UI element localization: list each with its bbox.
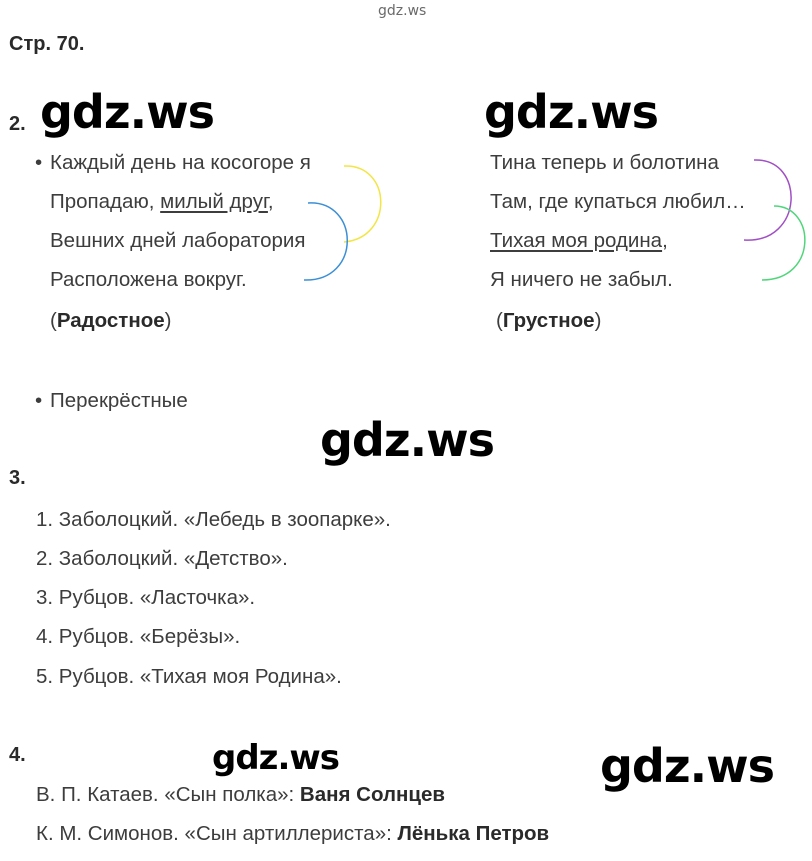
work-title: В. П. Катаев. «Сын полка»: — [36, 783, 300, 806]
watermark-top: gdz.ws — [378, 3, 427, 19]
list-item: 2. Заболоцкий. «Детство». — [36, 547, 288, 570]
left-poem-line-2-tail: , — [267, 190, 274, 213]
rhyme-arc-purple — [744, 160, 791, 240]
underlined-phrase: Тихая моя родина — [490, 229, 663, 252]
rhyme-arc-blue — [304, 203, 347, 280]
paren-open: ( — [496, 309, 503, 332]
left-poem-line-4: Расположена вокруг. — [50, 268, 247, 291]
rhyme-type: Перекрёстные — [50, 389, 188, 412]
page-reference: Стр. 70. — [9, 33, 85, 55]
right-poem-line-3-tail: , — [662, 229, 668, 252]
right-poem-line-1: Тина теперь и болотина — [490, 151, 719, 174]
rhyme-arc-yellow — [344, 166, 381, 242]
watermark: gdz.ws — [212, 738, 340, 778]
left-poem-line-1: Каждый день на косогоре я — [50, 151, 311, 174]
paren-close: ) — [594, 309, 602, 332]
work-title: К. М. Симонов. «Сын артиллериста»: — [36, 822, 398, 845]
task-3-number: 3. — [9, 467, 26, 489]
watermark: gdz.ws — [320, 413, 494, 467]
watermark: gdz.ws — [40, 85, 214, 139]
list-item: 1. Заболоцкий. «Лебедь в зоопарке». — [36, 508, 391, 531]
paren-open: ( — [50, 309, 57, 332]
task-2-number: 2. — [9, 113, 26, 135]
list-item: 3. Рубцов. «Ласточка». — [36, 586, 256, 609]
mood-label: Грустное — [502, 309, 595, 332]
hero-name: Ваня Солнцев — [299, 783, 445, 806]
list-item: 5. Рубцов. «Тихая моя Родина». — [36, 665, 342, 688]
right-poem-line-2: Там, где купаться любил… — [490, 190, 746, 213]
underlined-phrase: милый друг — [160, 190, 268, 213]
bullet: • — [35, 151, 43, 174]
right-poem-line-4: Я ничего не забыл. — [490, 268, 673, 291]
hero-name: Лёнька Петров — [397, 822, 550, 845]
watermark: gdz.ws — [484, 85, 658, 139]
left-poem-line-3: Вешних дней лаборатория — [50, 229, 306, 252]
bullet: • — [35, 389, 43, 412]
hero-row — [36, 783, 445, 807]
hero-row — [36, 822, 549, 846]
task-4-number: 4. — [9, 744, 26, 766]
list-item: 4. Рубцов. «Берёзы». — [36, 625, 241, 648]
left-poem-line-2-start: Пропадаю, — [50, 190, 161, 213]
rhyme-arc-green — [762, 206, 805, 280]
watermark: gdz.ws — [600, 739, 774, 793]
paren-close: ) — [164, 309, 172, 332]
mood-label: Радостное — [56, 309, 165, 332]
